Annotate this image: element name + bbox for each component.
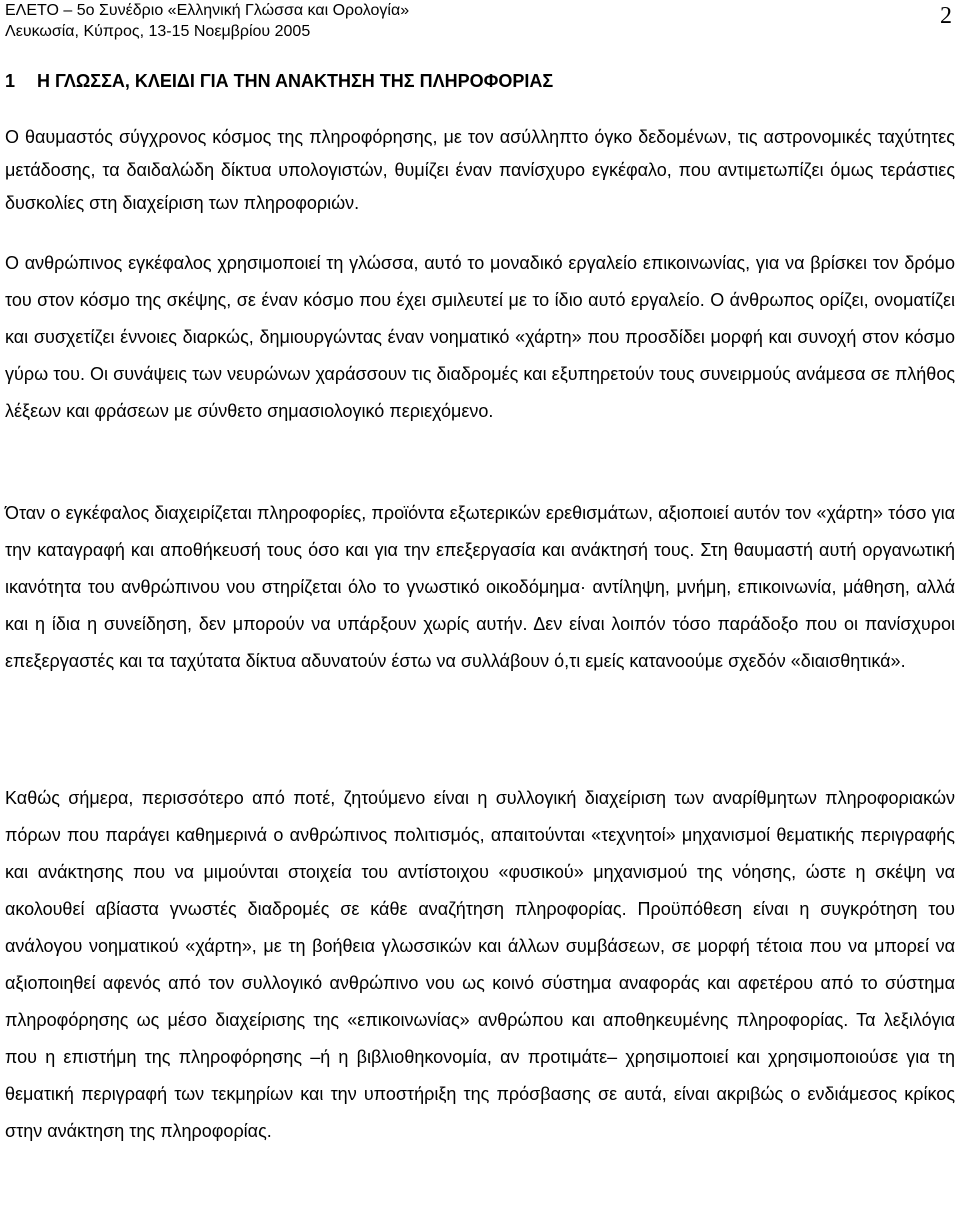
page-number: 2: [940, 3, 952, 29]
body-paragraph-4: Καθώς σήμερα, περισσότερο από ποτέ, ζητούμενο είναι η συλλογική διαχείριση των αναρίθμητων πληροφοριακών πόρων που παράγει καθημερινά ο ανθρώπινος πολιτισμός, απαιτούνται «τεχνητοί» μηχανισμοί θεματικής περιγραφής και ανάκτησης που να μιμούνται στοιχεία του αντίστοιχου «φυσικού» μηχανισμού της νόησης, ώστε η σκέψη να ακολουθεί αβίαστα γνωστές διαδρομές σε κάθε αναζήτηση πληροφορίας. Προϋπόθεση είναι η συγκρότηση του ανάλογου νοηματικού «χάρτη», με τη βοήθεια γλωσσικών και άλλων συμβάσεων, σε μορφή τέτοια που να μπορεί να αξιοποιηθεί αφενός από τον συλλογικό ανθρώπινο νου ως κοινό σύστημα αναφοράς και αφετέρου από το σύστημα πληροφόρησης ως μέσο διαχείρισης της «επικοινωνίας» ανθρώπου και αποθηκευμένης πληροφορίας. Τα λεξιλόγια που η επιστήμη της πληροφόρησης –ή η βιβλιοθηκονομία, αν προτιμάτε– χρησιμοποιεί και χρησιμοποιούσε για τη θεματική περιγραφή των τεκμηρίων και την υποστήριξη της πρόσβασης σε αυτά, είναι ακριβώς ο ενδιάμεσος κρίκος στην ανάκτηση της πληροφορίας.: [5, 788, 955, 1141]
running-header: [5, 0, 409, 42]
section-heading: [5, 69, 553, 93]
section-title: Η ΓΛΩΣΣΑ, ΚΛΕΙΔΙ ΓΙΑ ΤΗΝ ΑΝΑΚΤΗΣΗ ΤΗΣ ΠΛΗΡΟΦΟΡΙΑΣ: [37, 71, 554, 91]
conference-location-date: Λευκωσία, Κύπρος, 13-15 Νοεμβρίου 2005: [5, 23, 311, 40]
body-paragraph-2: Ο ανθρώπινος εγκέφαλος χρησιμοποιεί τη γλώσσα, αυτό το μοναδικό εργαλείο επικοινωνίας, για να βρίσκει τον δρόμο του στον κόσμο της σκέψης, σε έναν κόσμο που έχει σμιλευτεί με το ίδιο αυτό εργαλείο. Ο άνθρωπος ορίζει, ονοματίζει και συσχετίζει έννοιες διαρκώς, δημιουργώντας έναν νοηματικό «χάρτη» που προσδίδει μορφή και συνοχή στον κόσμο γύρω του. Οι συνάψεις των νευρώνων χαράσσουν τις διαδρομές και εξυπηρετούν τους συνειρμούς ανάμεσα σε πλήθος λέξεων και φράσεων με σύνθετο σημασιολογικό περιεχόμενο.: [5, 253, 955, 421]
body-paragraph-3: Όταν ο εγκέφαλος διαχειρίζεται πληροφορίες, προϊόντα εξωτερικών ερεθισμάτων, αξιοποιεί αυτόν τον «χάρτη» τόσο για την καταγραφή και αποθήκευσή τους όσο και για την επεξεργασία και ανάκτησή τους. Στη θαυμαστή αυτή οργανωτική ικανότητα του ανθρώπινου νου στηρίζεται όλο το γνωστικό οικοδόμημα· αντίληψη, μνήμη, επικοινωνία, μάθηση, αλλά και η ίδια η συνείδηση, δεν μπορούν να υπάρξουν χωρίς αυτήν. Δεν είναι λοιπόν τόσο παράδοξο που οι πανίσχυροι επεξεργαστές και τα ταχύτατα δίκτυα αδυνατούν έστω να συλλάβουν ό,τι εμείς κατανοούμε σχεδόν «διαισθητικά».: [5, 503, 955, 671]
section-number: 1: [5, 71, 16, 91]
body-paragraph-1: Ο θαυμαστός σύγχρονος κόσμος της πληροφόρησης, με τον ασύλληπτο όγκο δεδομένων, τις αστρονομικές ταχύτητες μετάδοσης, τα δαιδαλώδη δίκτυα υπολογιστών, θυμίζει έναν πανίσχυρο εγκέφαλο, που αντιμετωπίζει όμως τεράστιες δυσκολίες στη διαχείριση των πληροφοριών.: [5, 127, 955, 213]
conference-title: ΕΛΕΤΟ – 5ο Συνέδριο «Ελληνική Γλώσσα και Ορολογία»: [5, 2, 410, 19]
